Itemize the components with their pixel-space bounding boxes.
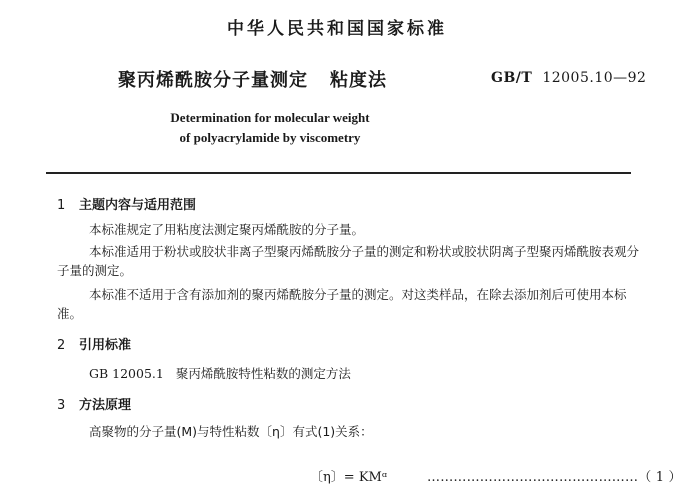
title-divider — [46, 172, 631, 174]
reference-standard — [89, 364, 351, 382]
title-chinese: 聚丙烯酰胺分子量测定 — [118, 70, 308, 91]
reference-code: GB 12005.1 — [89, 366, 164, 381]
reference-title: 聚丙烯酰胺特性粘数的测定方法 — [175, 366, 351, 381]
section-1-paragraph-3: 本标准不适用于含有添加剂的聚丙烯酰胺分子量的测定。对这类样品，在除去添加剂后可使用本标准。 — [57, 287, 627, 321]
section-1-paragraph-1: 本标准规定了用粘度法测定聚丙烯酰胺的分子量。 — [89, 222, 365, 237]
section-3-paragraph: 高聚物的分子量(M)与特性粘数〔η〕有式(1)关系： — [89, 424, 373, 439]
section-1-heading — [57, 194, 196, 213]
document-title — [118, 66, 387, 92]
title-method: 粘度法 — [330, 70, 387, 91]
formula-dots: ………………………………………… — [427, 470, 639, 485]
section-title: 方法原理 — [79, 398, 132, 413]
standard-prefix: GB/T — [491, 70, 533, 86]
section-3-heading — [57, 394, 131, 413]
section-number: 2 — [57, 338, 66, 353]
english-title-line-1: Determination for molecular weight — [170, 110, 370, 125]
section-number: 3 — [57, 398, 66, 413]
formula-expression: 〔η〕= KMᵅ — [310, 470, 388, 485]
section-title: 主题内容与适用范围 — [79, 198, 197, 213]
section-title: 引用标准 — [79, 338, 132, 353]
formula-leader — [427, 466, 682, 485]
section-2-heading — [57, 334, 131, 353]
section-1-paragraph-2: 本标准适用于粉状或胶状非离子型聚丙烯酰胺分子量的测定和粉状或胶状阴离子型聚丙烯酰胺表观分子量的测定。 — [57, 244, 640, 278]
standard-number — [491, 70, 646, 86]
standard-code: 12005.10—92 — [542, 70, 647, 86]
english-title-line-2: of polyacrylamide by viscometry — [179, 130, 361, 145]
formula-number: （ 1 ） — [638, 470, 682, 485]
section-number: 1 — [57, 198, 66, 213]
national-standard-heading: 中华人民共和国国家标准 — [227, 19, 447, 39]
